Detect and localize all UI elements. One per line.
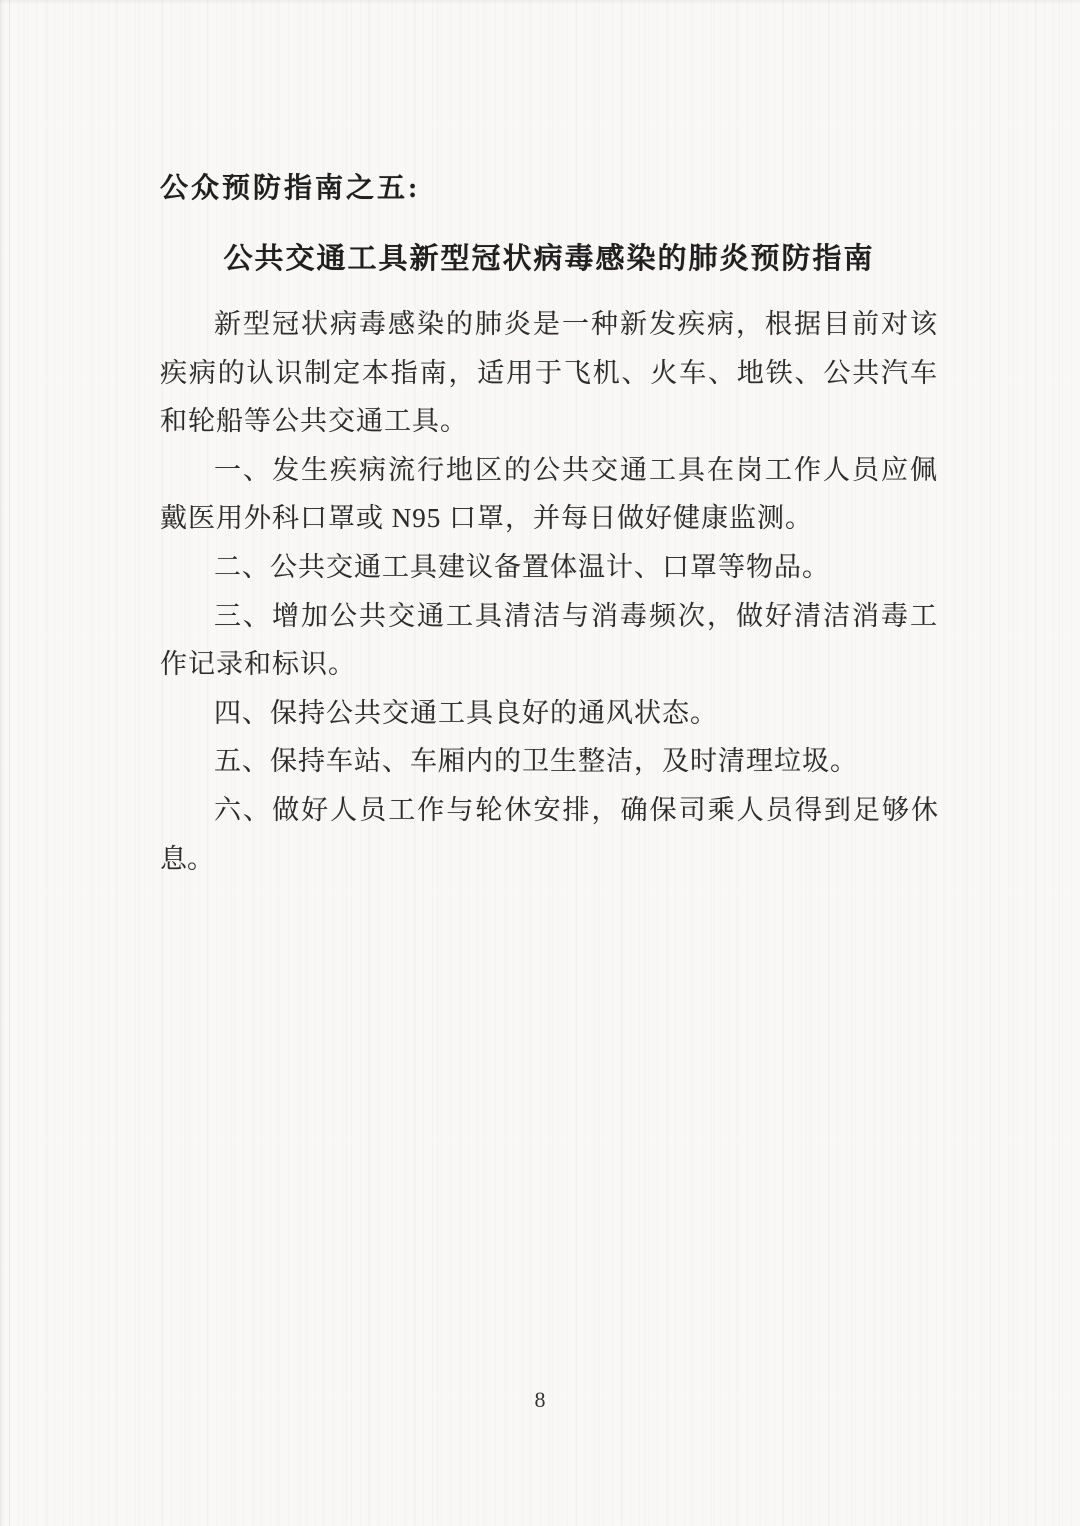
guide-item-1: 一、发生疾病流行地区的公共交通工具在岗工作人员应佩戴医用外科口罩或 N95 口罩，并每日做好健康监测。	[160, 454, 938, 534]
document-body	[160, 300, 938, 883]
intro-paragraph: 新型冠状病毒感染的肺炎是一种新发疾病，根据目前对该疾病的认识制定本指南，适用于飞机、火车、地铁、公共汽车和轮船等公共交通工具。	[160, 309, 938, 437]
guide-item-6: 六、做好人员工作与轮休安排，确保司乘人员得到足够休息。	[160, 794, 938, 874]
document-content	[160, 0, 938, 883]
guide-item-5: 五、保持车站、车厢内的卫生整洁，及时清理垃圾。	[214, 746, 858, 777]
section-label: 公众预防指南之五:	[160, 173, 421, 204]
page-title: 公共交通工具新型冠状病毒感染的肺炎预防指南	[223, 243, 875, 275]
page-number: 8	[534, 1387, 546, 1412]
guide-item-4: 四、保持公共交通工具良好的通风状态。	[214, 697, 718, 728]
guide-item-3: 三、增加公共交通工具清洁与消毒频次，做好清洁消毒工作记录和标识。	[160, 600, 938, 680]
guide-item-2: 二、公共交通工具建议备置体温计、口罩等物品。	[214, 551, 830, 582]
